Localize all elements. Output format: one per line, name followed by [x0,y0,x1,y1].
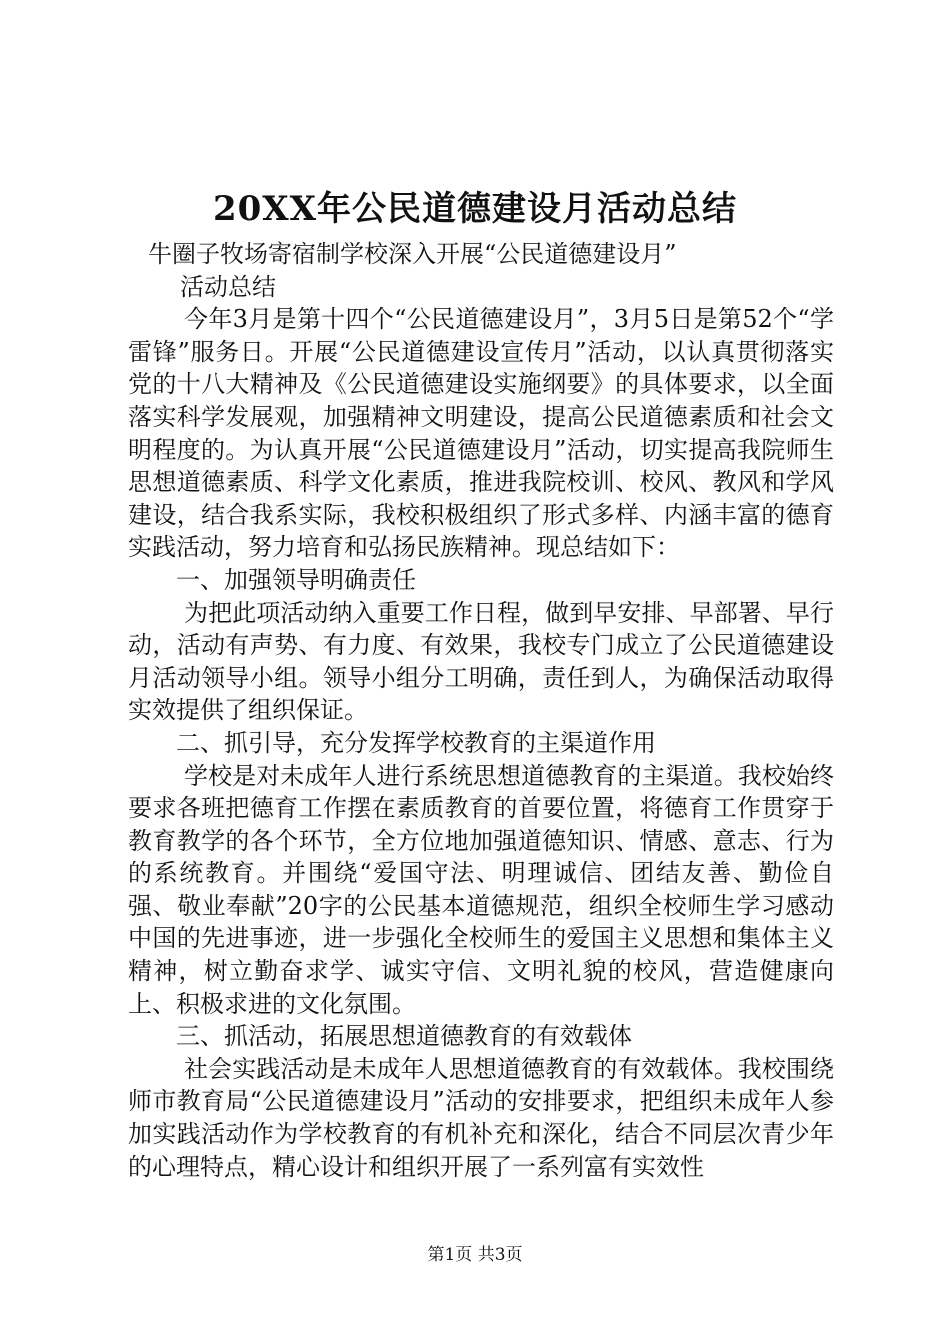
document-body [128,238,834,1183]
document-subtitle [128,238,834,303]
subtitle-line-2: 活动总结 [180,272,276,301]
document-title: 20XX年公民道德建设月活动总结 [212,189,738,229]
section-heading-1: 一、加强领导明确责任 [176,565,416,594]
intro-paragraph: 今年3月是第十四个“公民道德建设月”，3月5日是第52个“学雷锋”服务日。开展“公民道德建设宣传月”活动，以认真贯彻落实党的十八大精神及《公民道德建设实施纲要》的具体要求，以全面落实科学发展观，加强精神文明建设，提高公民道德素质和社会文明程度的。为认真开展“公民道德建设月”活动，切实提高我院师生思想道德素质、科学文化素质，推进我院校训、校风、教风和学风建设，结合我系实际，我校积极组织了形式多样、内涵丰富的德育实践活动，努力培育和弘扬民族精神。现总结如下： [128,305,834,562]
page-number-footer: 第1页 共3页 [427,1245,523,1265]
section-paragraph-3: 社会实践活动是未成年人思想道德教育的有效载体。我校围绕师市教育局“公民道德建设月”活动的安排要求，把组织未成年人参加实践活动作为学校教育的有机补充和深化，结合不同层次青少年的心理特点，精心设计和组织开展了一系列富有实效性 [128,1054,834,1181]
section-paragraph-1: 为把此项活动纳入重要工作日程，做到早安排、早部署、早行动，活动有声势、有力度、有效果，我校专门成立了公民道德建设月活动领导小组。领导小组分工明确，责任到人，为确保活动取得实效提供了组织保证。 [128,598,834,725]
section-heading-2: 二、抓引导，充分发挥学校教育的主渠道作用 [176,728,656,757]
subtitle-line-1: 牛圈子牧场寄宿制学校深入开展“公民道德建设月” [148,240,677,268]
section-paragraph-2: 学校是对未成年人进行系统思想道德教育的主渠道。我校始终要求各班把德育工作摆在素质教育的首要位置，将德育工作贯穿于教育教学的各个环节，全方位地加强道德知识、情感、意志、行为的系统教育。并围绕“爱国守法、明理诚信、团结友善、勤俭自强、敬业奉献”20字的公民基本道德规范，组织全校师生学习感动中国的先进事迹，进一步强化全校师生的爱国主义思想和集体主义精神，树立勤奋求学、诚实守信、文明礼貌的校风，营造健康向上、积极求进的文化氛围。 [128,761,834,1018]
section-heading-3: 三、抓活动，拓展思想道德教育的有效载体 [176,1022,632,1051]
